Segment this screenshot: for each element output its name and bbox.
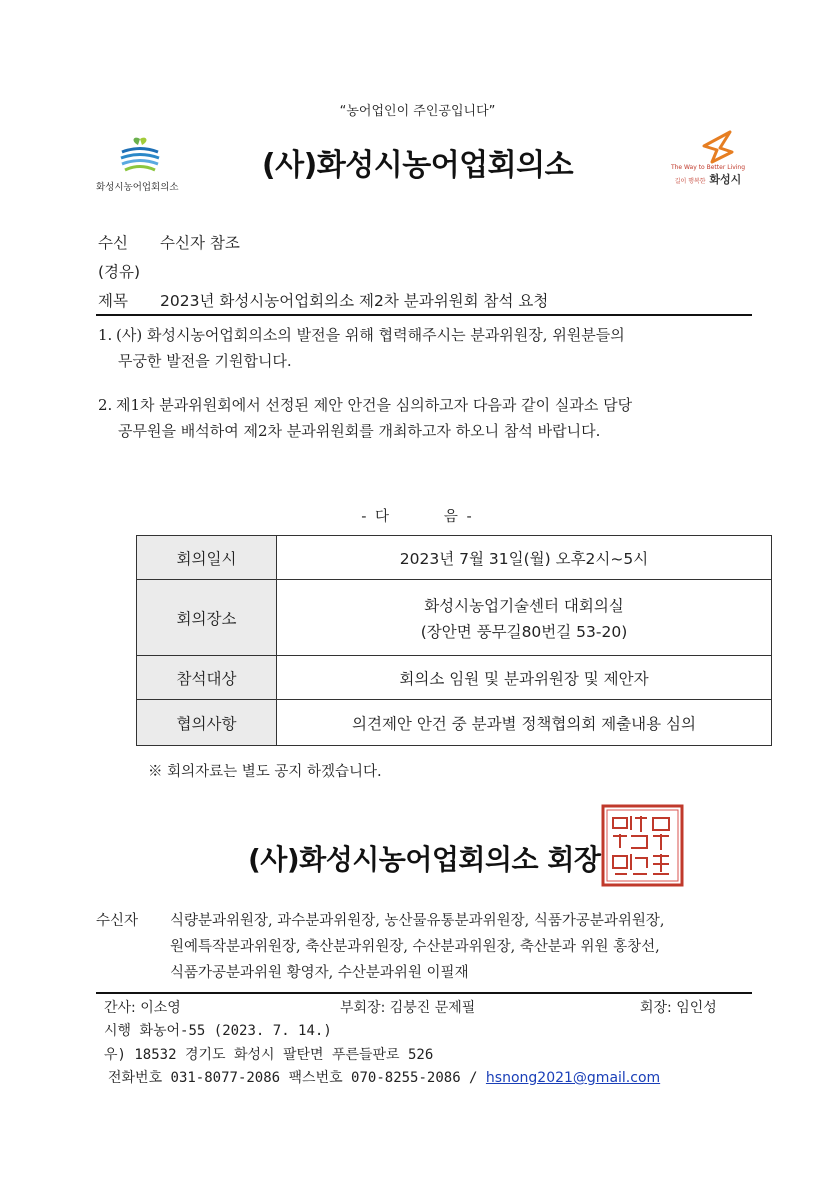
footer-rule <box>96 992 752 994</box>
via-row <box>0 260 835 282</box>
org-title: (사)화성시농어업회의소 <box>261 148 574 183</box>
paragraph-1 <box>98 322 758 374</box>
detail-value-secondary: (장안면 풍무길80번길 53-20) <box>420 622 628 641</box>
header-rule <box>96 314 752 316</box>
detail-value: 화성시농업기술센터 대회의실 <box>424 596 624 615</box>
signature: (사)화성시농어업회의소 회장 <box>248 843 601 876</box>
via-label: (경유) <box>98 263 141 281</box>
city-logo-name-line <box>668 171 748 187</box>
detail-label: 회의일시 <box>137 536 277 580</box>
footer-contact-line <box>108 1067 660 1087</box>
subject-value: 2023년 화성시농어업회의소 제2차 분과위원회 참석 요청 <box>160 292 549 310</box>
table-row <box>137 656 772 700</box>
subject-row <box>0 289 835 311</box>
city-logo-tagline: The Way to Better Living <box>670 164 746 171</box>
detail-label: 참석대상 <box>137 656 277 700</box>
recipient-value: 수신자 참조 <box>160 234 240 252</box>
slogan: “농어업인이 주인공입니다” <box>339 104 496 119</box>
footer-vice-chair: 부회장: 김붕진 문제필 <box>340 1000 476 1016</box>
official-seal-icon <box>601 804 684 887</box>
paragraph-2 <box>98 392 758 444</box>
subject-label: 제목 <box>98 292 128 310</box>
detail-value: 회의소 임원 및 분과위원장 및 제안자 <box>277 656 772 700</box>
paragraph-2-line2: 공무원을 배석하여 제2차 분과위원회를 개최하고자 하오니 참석 바랍니다. <box>118 422 601 440</box>
recipients-list <box>170 908 770 986</box>
city-logo-name: 화성시 <box>709 173 742 186</box>
recipient-row <box>0 231 835 253</box>
footer-doc-number: 시행 화농어-55 (2023. 7. 14.) <box>104 1023 332 1039</box>
recipients-line: 식품가공분과위원 황영자, 수산분과위원 이필재 <box>170 965 469 981</box>
detail-value: 의견제안 안건 중 분과별 정책협의회 제출내용 심의 <box>277 700 772 746</box>
recipients-line: 식량분과위원장, 과수분과위원장, 농산물유통분과위원장, 식품가공분과위원장, <box>170 913 665 929</box>
recipients-line: 원예특작분과위원장, 축산분과위원장, 수산분과위원장, 축산분과 위원 홍창선, <box>170 939 660 955</box>
email-link[interactable]: hsnong2021@gmail.com <box>485 1070 661 1086</box>
detail-value-cell <box>277 580 772 656</box>
city-logo-subtitle: 길이 행복한 <box>674 178 706 185</box>
paragraph-1-number: 1. <box>98 326 113 344</box>
footer-chair: 회장: 임인성 <box>640 1000 717 1016</box>
table-row <box>137 580 772 656</box>
paragraph-2-line1: 제1차 분과위원회에서 선정된 제안 안건을 심의하고자 다음과 같이 실과소 담당 <box>116 396 633 414</box>
recipient-label: 수신 <box>98 234 128 252</box>
recipients-label: 수신자 <box>96 913 139 929</box>
footer-address: 우) 18532 경기도 화성시 팔탄면 푸른들판로 526 <box>104 1047 434 1063</box>
meeting-details-table <box>136 535 772 746</box>
paragraph-1-line1: (사) 화성시농어업회의소의 발전을 위해 협력해주시는 분과위원장, 위원분들의 <box>116 326 625 344</box>
section-heading: - 다 음 - <box>361 509 474 525</box>
paragraph-2-number: 2. <box>98 396 113 414</box>
detail-value: 2023년 7월 31일(월) 오후2시~5시 <box>277 536 772 580</box>
city-logo-icon <box>700 130 734 164</box>
city-logo <box>668 130 748 187</box>
footer-contact: 전화번호 031-8077-2086 팩스번호 070-8255-2086 / <box>108 1070 486 1086</box>
table-row <box>137 536 772 580</box>
note: ※ 회의자료는 별도 공지 하겠습니다. <box>148 764 382 780</box>
paragraph-1-line2: 무궁한 발전을 기원합니다. <box>118 352 292 370</box>
org-logo-caption: 화성시농어업회의소 <box>96 182 179 193</box>
table-row <box>137 700 772 746</box>
footer-staff: 간사: 이소영 <box>104 1000 181 1016</box>
detail-label: 회의장소 <box>137 580 277 656</box>
detail-label: 협의사항 <box>137 700 277 746</box>
